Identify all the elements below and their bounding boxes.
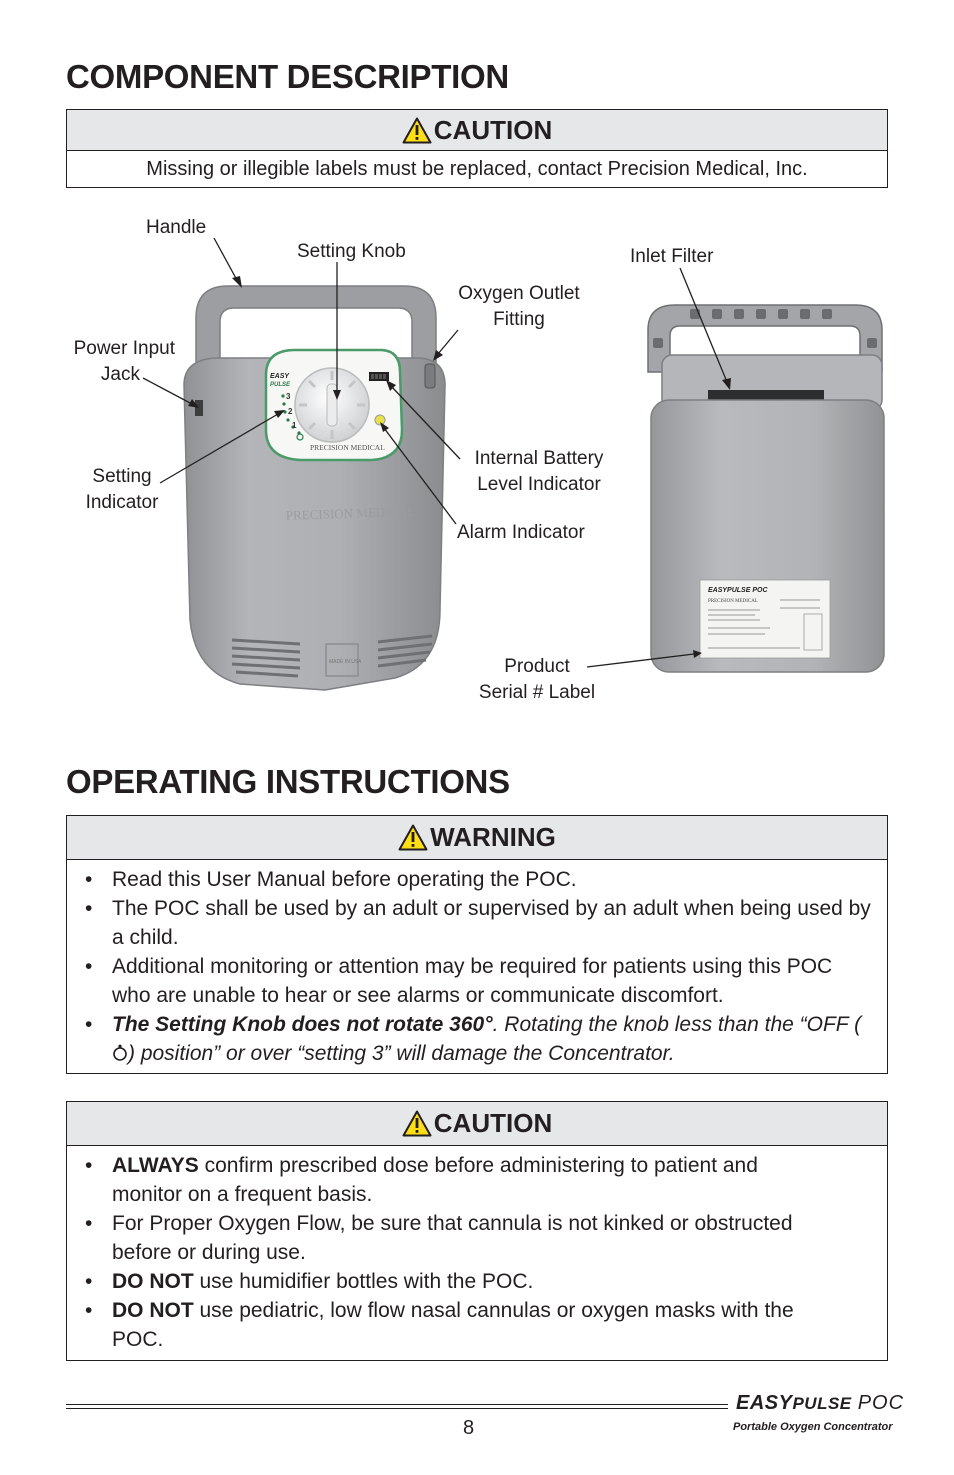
footer-brand <box>736 1392 904 1415</box>
front-brand-pulse: PULSE <box>270 382 291 388</box>
back-brand: EASYPULSE POC <box>708 587 768 594</box>
setting-number-3: 3 <box>286 392 291 401</box>
item-bold: DO NOT <box>112 1299 194 1322</box>
label-power-input <box>56 336 175 388</box>
brand-poc: POC <box>857 1392 905 1414</box>
knob-warning-bold: The Setting Knob does not rotate 360° <box>112 1013 493 1036</box>
made-in-usa-text: MADE IN USA <box>329 659 362 665</box>
label-serial <box>468 654 606 706</box>
list-item <box>85 1209 817 1267</box>
front-maker-emboss: PRECISION MEDICAL <box>285 503 416 523</box>
item-text: use humidifier bottles with the POC. <box>193 1270 534 1293</box>
item-text: For Proper Oxygen Flow, be sure that cannula is not kinked or obstructed before or during use. <box>112 1212 793 1264</box>
item-text: confirm prescribed dose before administering to patient and monitor on a frequent basis. <box>112 1154 758 1206</box>
label-setting-indicator-line1: Setting <box>92 466 152 487</box>
warning-header <box>67 816 887 860</box>
label-oxygen-outlet-line2: Fitting <box>493 309 545 330</box>
knob-warning-mid: . Rotating the knob less than the “OFF ( <box>492 1013 862 1036</box>
list-item <box>85 1151 817 1209</box>
list-item: • The POC shall be used by an adult or supervised by an adult when being used by a child. <box>85 894 887 952</box>
front-device <box>184 286 445 690</box>
warning-body <box>67 860 887 1073</box>
item-bold: DO NOT <box>112 1270 194 1293</box>
section-title-operating: OPERATING INSTRUCTIONS <box>66 763 510 800</box>
warning-heading: WARNING <box>430 822 556 852</box>
label-battery-line2: Level Indicator <box>477 474 601 495</box>
warning-triangle-icon <box>402 117 432 144</box>
oxygen-outlet <box>425 364 435 388</box>
warning-triangle-icon <box>402 1110 432 1137</box>
caution-heading-operating: CAUTION <box>433 1108 553 1138</box>
label-battery-line1: Internal Battery <box>474 448 604 469</box>
label-setting-indicator <box>78 464 166 516</box>
back-maker: PRECISION MEDICAL <box>708 599 758 604</box>
label-alarm-indicator: Alarm Indicator <box>457 522 585 543</box>
label-power-input-line2: Jack <box>100 364 140 385</box>
caution-header <box>67 110 887 151</box>
label-setting-indicator-line2: Indicator <box>85 492 159 513</box>
warning-triangle-icon <box>398 824 428 851</box>
setting-number-2: 2 <box>288 407 293 416</box>
caution-text: Missing or illegible labels must be replaced, contact Precision Medical, Inc. <box>146 158 808 180</box>
label-serial-line1: Product <box>504 656 570 677</box>
setting-number-1: 1 <box>292 421 297 430</box>
item-bold: ALWAYS <box>112 1154 199 1177</box>
warning-box <box>66 815 888 1074</box>
label-serial-line2: Serial # Label <box>478 682 596 703</box>
label-oxygen-outlet-line1: Oxygen Outlet <box>458 283 580 304</box>
knob-warning-end: ) position” or over “setting 3” will damage the Concentrator. <box>128 1042 675 1065</box>
caution-body-operating <box>67 1146 887 1360</box>
page-number: 8 <box>463 1417 475 1439</box>
footer-rule-top <box>66 1404 728 1405</box>
label-setting-knob: Setting Knob <box>297 241 406 262</box>
off-position-icon <box>112 1044 128 1062</box>
section-title-component: COMPONENT DESCRIPTION <box>66 58 509 95</box>
label-battery-indicator <box>463 446 615 498</box>
label-inlet-filter: Inlet Filter <box>630 246 714 267</box>
caution-heading: CAUTION <box>433 114 553 145</box>
caution-box-operating <box>66 1101 888 1361</box>
caution-box-labels <box>66 109 888 188</box>
front-maker-panel: PRECISION MEDICAL <box>310 443 385 452</box>
brand-pulse: PULSE <box>792 1394 852 1413</box>
caution-list <box>67 1151 887 1354</box>
alarm-led <box>375 415 385 425</box>
label-handle: Handle <box>146 217 207 238</box>
list-item <box>85 1010 887 1068</box>
footer-rule-bottom <box>66 1408 728 1409</box>
caution-header-operating <box>67 1102 887 1146</box>
brand-easy: EASY <box>736 1392 793 1414</box>
item-text: use pediatric, low flow nasal cannulas or oxygen masks with the POC. <box>112 1299 794 1351</box>
back-device <box>648 305 884 672</box>
list-item <box>85 1296 817 1354</box>
label-oxygen-outlet <box>448 281 590 333</box>
list-item <box>85 1267 817 1296</box>
footer-tagline: Portable Oxygen Concentrator <box>733 1421 893 1433</box>
warning-list <box>67 865 887 1068</box>
front-brand-easy: EASY <box>270 373 290 380</box>
label-power-input-line1: Power Input <box>73 338 175 359</box>
list-item: • Read this User Manual before operating the POC. <box>85 865 887 894</box>
list-item: • Additional monitoring or attention may be required for patients using this POC who are unable to hear or see alarms or communicate discomfort. <box>85 952 887 1010</box>
